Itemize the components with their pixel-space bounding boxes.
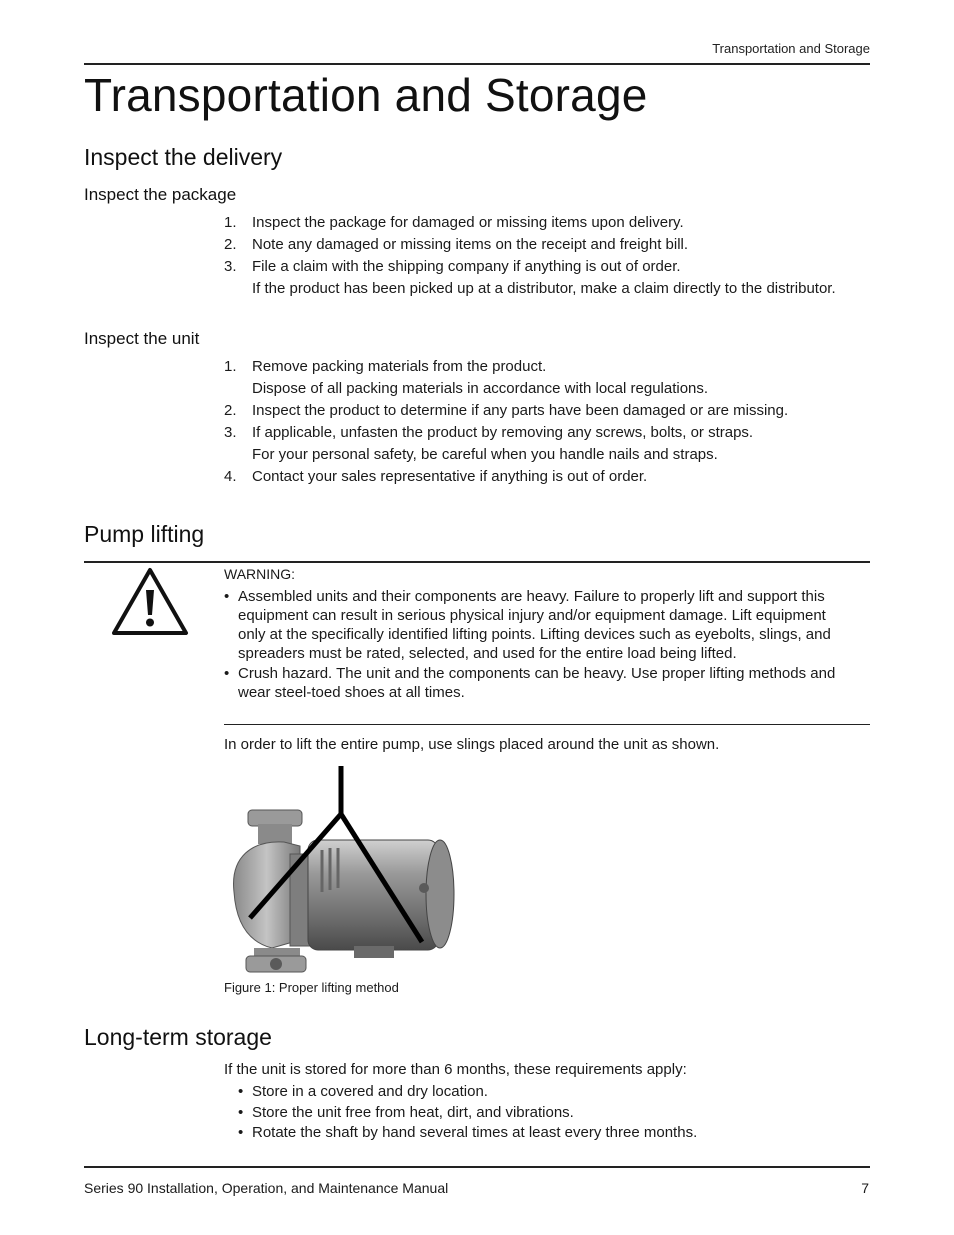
step-note: For your personal safety, be careful when you handle nails and straps. — [252, 446, 718, 463]
step-note: If the product has been picked up at a distributor, make a claim directly to the distributor. — [252, 280, 836, 297]
unit-steps — [224, 357, 844, 486]
list-item: 1. Remove packing materials from the product. Dispose of all packing materials in accordance with local regulations. — [224, 357, 844, 398]
list-item: 2. Inspect the product to determine if any parts have been damaged or are missing. — [224, 402, 789, 419]
page-number: 7 — [861, 1180, 869, 1196]
step-note: Dispose of all packing materials in accordance with local regulations. — [252, 380, 709, 397]
section-heading-inspect-delivery: Inspect the delivery — [84, 144, 283, 170]
storage-intro: If the unit is stored for more than 6 months, these requirements apply: — [224, 1061, 687, 1078]
warning-title: WARNING: — [224, 566, 296, 582]
package-steps — [224, 213, 844, 298]
warning-list — [224, 587, 854, 702]
list-item: • Crush hazard. The unit and the components can be heavy. Use proper lifting methods and wear steel-toed shoes at all times. — [224, 665, 836, 701]
running-header: Transportation and Storage — [712, 41, 870, 56]
footer-manual-title: Series 90 Installation, Operation, and Maintenance Manual — [84, 1180, 449, 1196]
list-item: 3. File a claim with the shipping company if anything is out of order. If the product has been picked up at a distributor, make a claim directly to the distributor. — [224, 257, 844, 298]
pump-lifting-figure — [224, 762, 464, 976]
subheading-inspect-unit: Inspect the unit — [84, 329, 200, 348]
list-item: • Store in a covered and dry location. — [238, 1083, 488, 1100]
warning-triangle-icon — [110, 566, 190, 638]
footer-rule — [84, 1166, 870, 1168]
warning-top-rule — [84, 561, 870, 563]
section-heading-long-term-storage: Long-term storage — [84, 1024, 272, 1050]
list-item: 4. Contact your sales representative if anything is out of order. — [224, 468, 648, 485]
list-item: 1. Inspect the package for damaged or missing items upon delivery. — [224, 214, 684, 231]
subheading-inspect-package: Inspect the package — [84, 185, 237, 204]
lifting-intro: In order to lift the entire pump, use slings placed around the unit as shown. — [224, 736, 720, 753]
warning-bottom-rule — [224, 724, 870, 725]
list-item: 3. If applicable, unfasten the product by removing any screws, bolts, or straps. For your personal safety, be careful when you handle nails and straps. — [224, 423, 844, 464]
header-rule — [84, 63, 870, 65]
storage-list — [238, 1082, 858, 1144]
figure-caption: Figure 1: Proper lifting method — [224, 980, 399, 995]
page-title: Transportation and Storage — [84, 69, 648, 121]
list-item: • Rotate the shaft by hand several times at least every three months. — [238, 1124, 698, 1141]
list-item: • Assembled units and their components are heavy. Failure to properly lift and support this equipment can result in serious physical injury and/or equipment damage. Lift equipment only at the specifically identified lifting points. Lifting devices such as eyebolts, slings, and spreaders must be rated, selected, and used for the entire load being lifted. — [224, 588, 831, 662]
section-heading-pump-lifting: Pump lifting — [84, 521, 205, 547]
list-item: • Store the unit free from heat, dirt, and vibrations. — [238, 1103, 574, 1121]
list-item: 2. Note any damaged or missing items on the receipt and freight bill. — [224, 236, 689, 253]
